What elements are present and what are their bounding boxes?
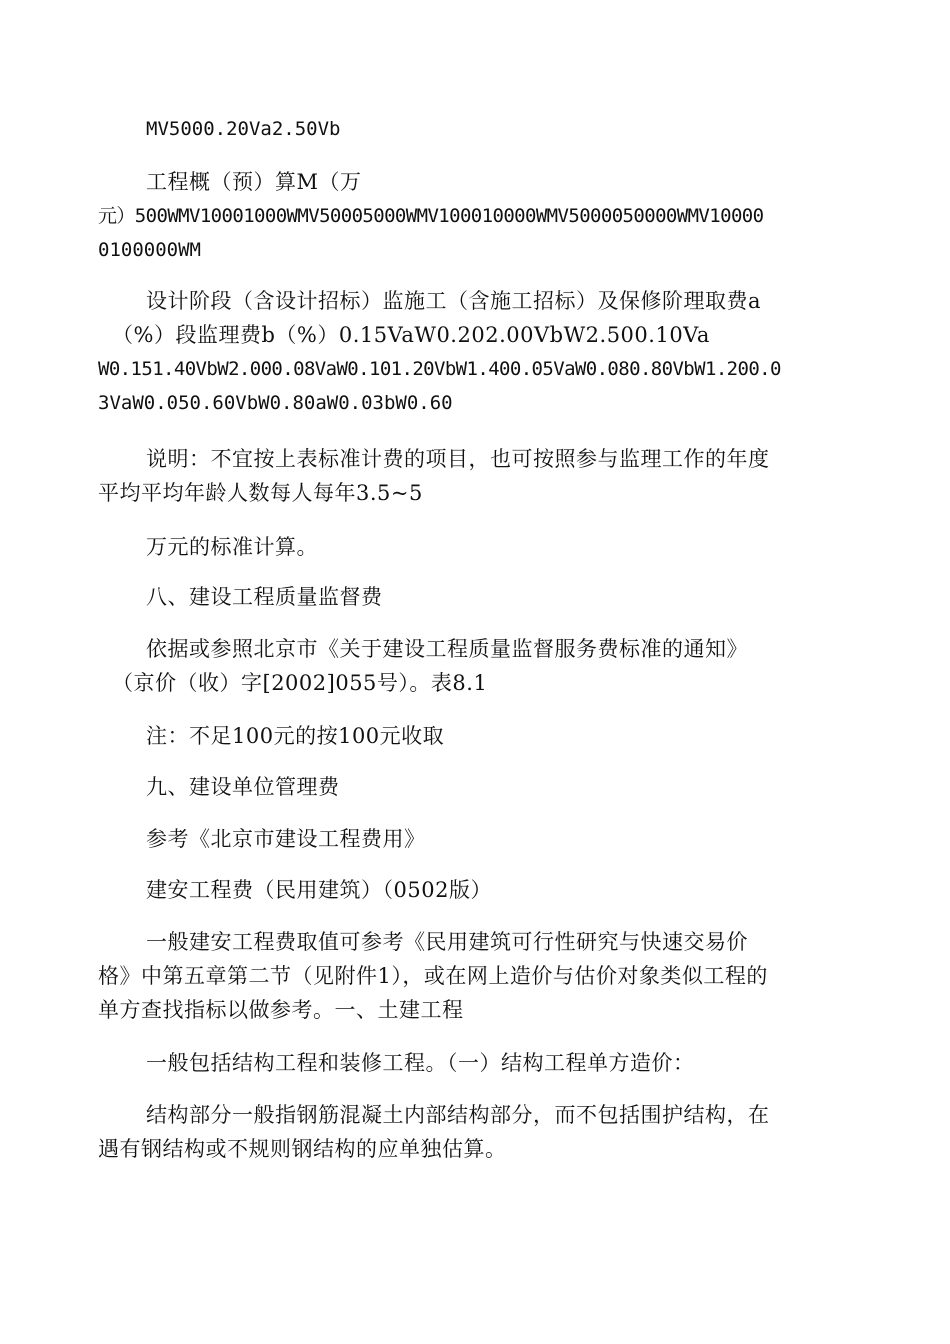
text-line: 平均平均年龄人数每人每年3.5~5 — [98, 481, 423, 505]
paragraph-note-minimum — [98, 719, 858, 753]
text-line: 遇有钢结构或不规则钢结构的应单独估算。 — [98, 1137, 507, 1161]
heading-text: 九、建设单位管理费 — [146, 775, 340, 799]
paragraph-note-explanation — [98, 442, 858, 510]
paragraph-construction-fee — [98, 873, 858, 907]
paragraph-quality-basis — [98, 632, 858, 700]
section-heading-8 — [98, 580, 858, 614]
text-line: （京价（收）字[2002]055号）。表8.1 — [112, 671, 488, 695]
text-line: 单方查找指标以做参考。一、土建工程 — [98, 998, 464, 1022]
text-line: 设计阶段（含设计招标）监施工（含施工招标）及保修阶理取费a — [146, 289, 762, 313]
text-line: 0100000WM — [98, 239, 201, 261]
text-line: 说明：不宜按上表标准计费的项目，也可按照参与监理工作的年度 — [146, 447, 770, 471]
text-line: 建安工程费（民用建筑）（0502版） — [146, 878, 492, 902]
text-line: W0.151.40VbW2.000.08VaW0.101.20VbW1.400.05VaW0.080.80VbW1.200.0 — [98, 358, 781, 380]
text-line: 格》中第五章第二节（见附件1），或在网上造价与估价对象类似工程的 — [98, 964, 768, 988]
text-line: 3VaW0.050.60VbW0.80aW0.03bW0.60 — [98, 392, 453, 414]
text-line: 结构部分一般指钢筋混凝土内部结构部分，而不包括围护结构，在 — [146, 1103, 770, 1127]
paragraph-supervision-rates — [98, 284, 858, 420]
text-line: 注：不足100元的按100元收取 — [146, 724, 445, 748]
paragraph-structure-works — [98, 1046, 858, 1080]
text-line: 工程概（预）算M（万 — [146, 170, 362, 194]
text-line: 参考《北京市建设工程费用》 — [146, 827, 426, 851]
paragraph-fee-formula — [98, 112, 858, 146]
section-heading-9 — [98, 770, 858, 804]
heading-text: 八、建设工程质量监督费 — [146, 585, 383, 609]
text-line: 万元的标准计算。 — [146, 535, 318, 559]
text-line: 依据或参照北京市《关于建设工程质量监督服务费标准的通知》 — [146, 637, 748, 661]
text-line: （%）段监理费b（%）0.15VaW0.202.00VbW2.500.10Va — [112, 323, 710, 347]
paragraph-standard-calc — [98, 530, 858, 564]
paragraph-general-fee — [98, 925, 858, 1027]
paragraph-budget-ranges — [98, 165, 858, 267]
text-line: 一般包括结构工程和装修工程。（一）结构工程单方造价： — [146, 1051, 695, 1075]
text-line: 元）500WMV10001000WMV50005000WMV100010000WMV5000050000WMV10000 — [98, 205, 764, 227]
paragraph-reference — [98, 822, 858, 856]
text-line: 一般建安工程费取值可参考《民用建筑可行性研究与快速交易价 — [146, 930, 748, 954]
paragraph-structure-detail — [98, 1098, 858, 1166]
text-line: MV5000.20Va2.50Vb — [146, 118, 341, 140]
